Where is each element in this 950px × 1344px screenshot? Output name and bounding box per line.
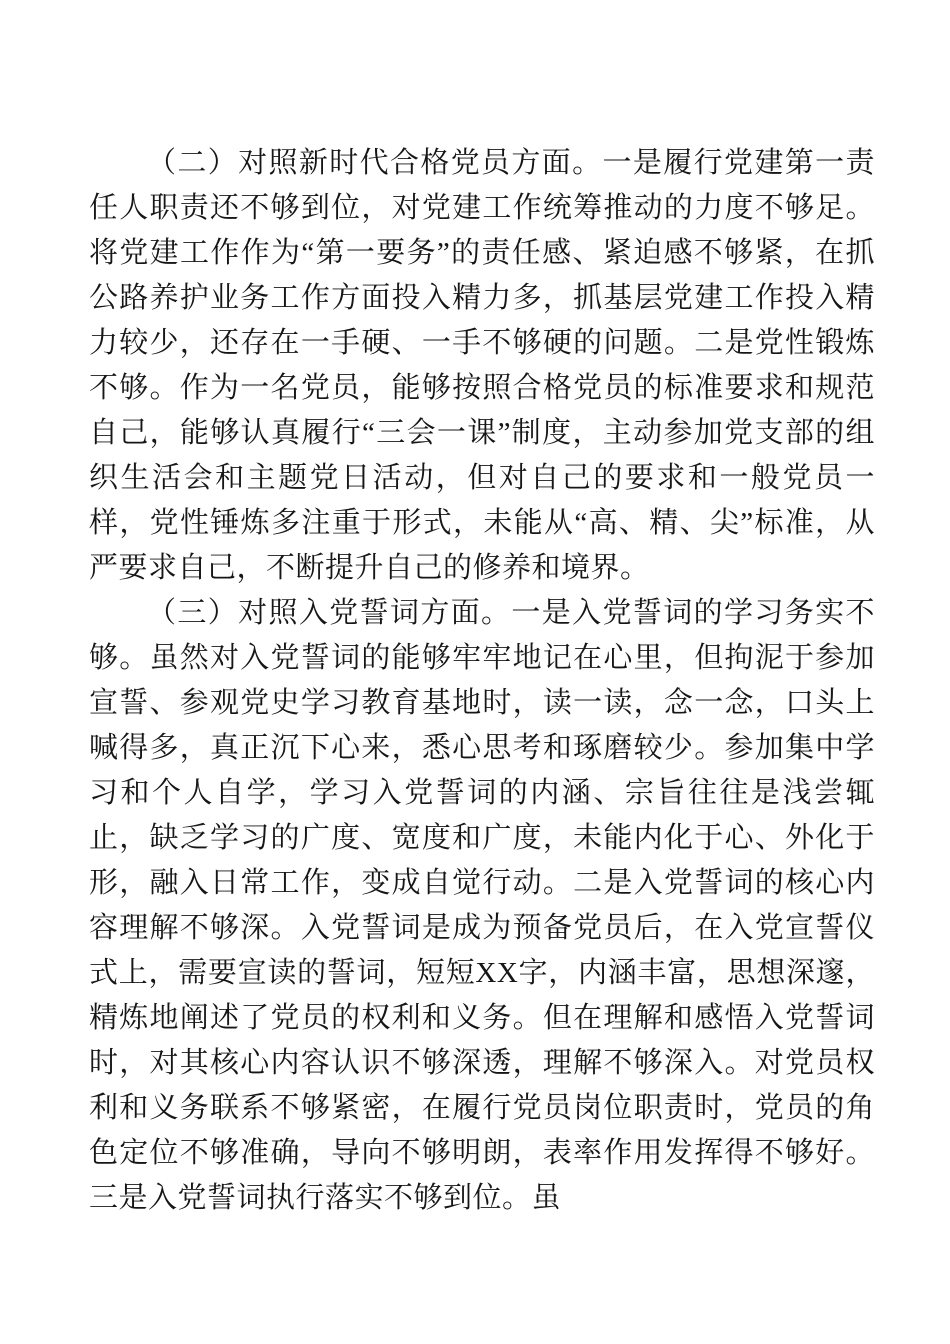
paragraph-section-3-party-oath: （三）对照入党誓词方面。一是入党誓词的学习务实不够。虽然对入党誓词的能够牢牢地记在心里，但拘泥于参加宣誓、参观党史学习教育基地时，读一读，念一念，口头上喊得多，真正沉下心来，悉心思考和琢磨较少。参加集中学习和个人自学，学习入党誓词的内涵、宗旨往往是浅尝辄止，缺乏学习的广度、宽度和广度，未能内化于心、外化于形，融入日常工作，变成自觉行动。二是入党誓词的核心内容理解不够深。入党誓词是成为预备党员后，在入党宣誓仪式上，需要宣读的誓词，短短XX字，内涵丰富，思想深邃，精炼地阐述了党员的权利和义务。但在理解和感悟入党誓词时，对其核心内容认识不够深透，理解不够深入。对党员权利和义务联系不够紧密，在履行党员岗位职责时，党员的角色定位不够准确，导向不够明朗，表率作用发挥得不够好。三是入党誓词执行落实不够到位。虽 [89, 597, 875, 1214]
paragraph-section-2-qualified-party-member: （二）对照新时代合格党员方面。一是履行党建第一责任人职责还不够到位，对党建工作统筹推动的力度不够足。将党建工作作为“第一要务”的责任感、紧迫感不够紧，在抓公路养护业务工作方面投入精力多，抓基层党建工作投入精力较少，还存在一手硬、一手不够硬的问题。二是党性锻炼不够。作为一名党员，能够按照合格党员的标准要求和规范自己，能够认真履行“三会一课”制度，主动参加党支部的组织生活会和主题党日活动，但对自己的要求和一般党员一样，党性锤炼多注重于形式，未能从“高、精、尖”标准，从严要求自己，不断提升自己的修养和境界。 [89, 147, 875, 584]
document-text-block [89, 141, 875, 1221]
